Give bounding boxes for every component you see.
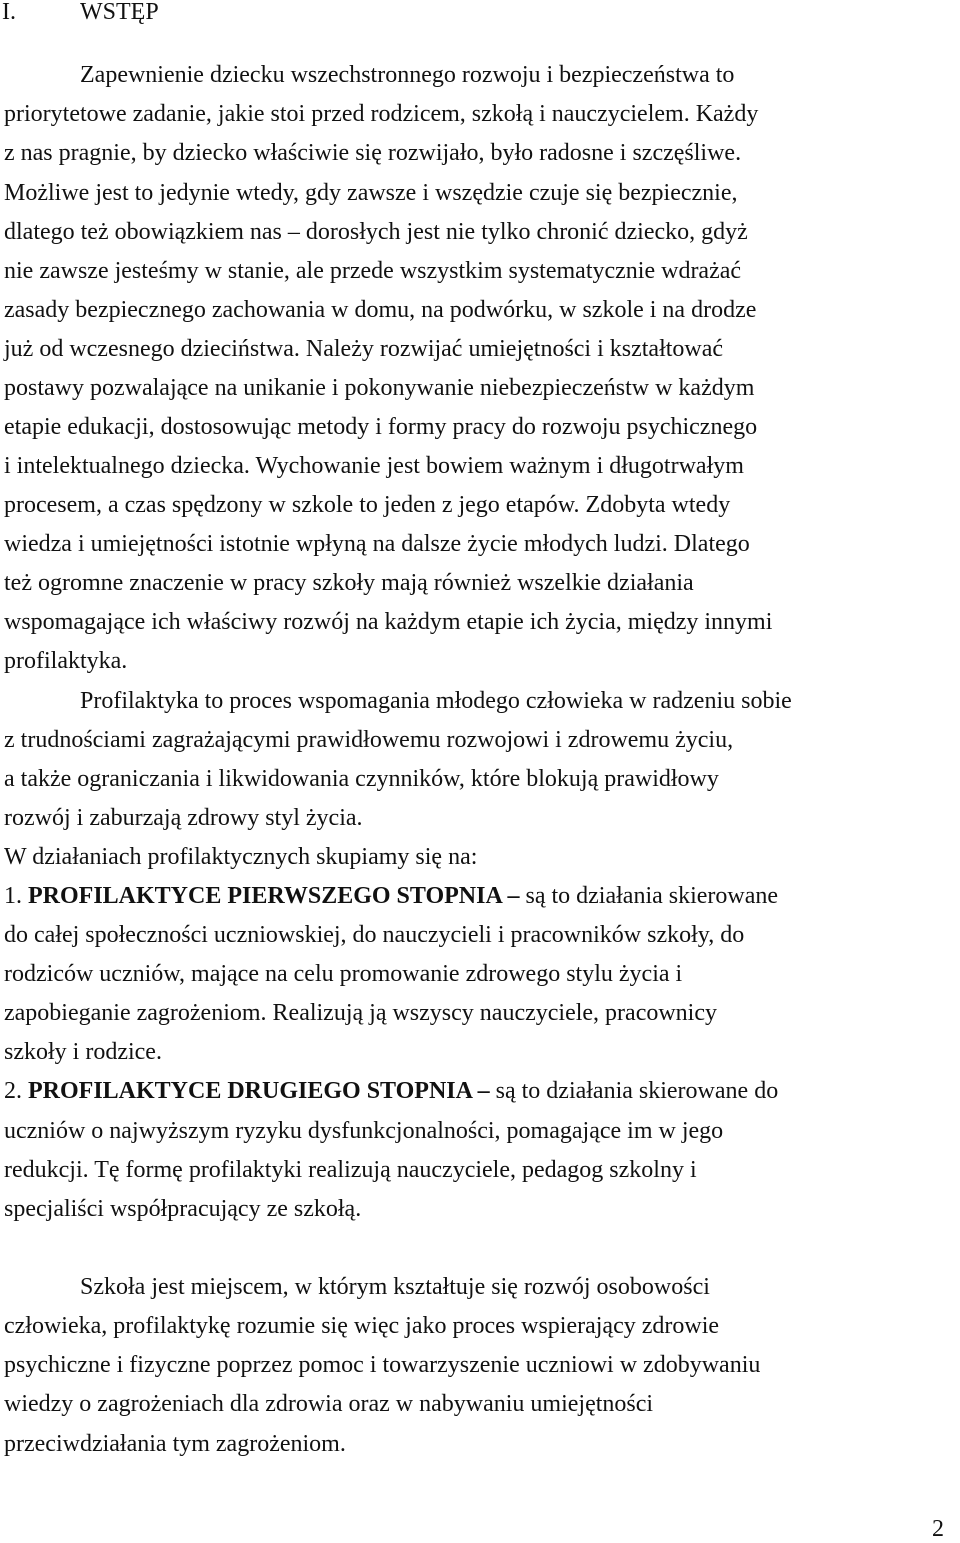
paragraph-line: z nas pragnie, by dziecko właściwie się rozwijało, było radosne i szczęśliwe. — [4, 140, 742, 166]
page-number: 2 — [932, 1516, 944, 1542]
paragraph-line: etapie edukacji, dostosowując metody i formy pracy do rozwoju psychicznego — [4, 414, 758, 440]
section-heading — [2, 0, 159, 26]
paragraph-line: Możliwe jest to jedynie wtedy, gdy zawsze i wszędzie czuje się bezpiecznie, — [4, 180, 738, 206]
section-number: I. — [2, 0, 16, 25]
list-item-second-degree — [4, 1077, 778, 1105]
paragraph-line: Profilaktyka to proces wspomagania młodego człowieka w radzeniu sobie — [80, 688, 792, 714]
paragraph-line: psychiczne i fizyczne poprzez pomoc i towarzyszenie uczniowi w zdobywaniu — [4, 1352, 761, 1378]
paragraph-line: dlatego też obowiązkiem nas – dorosłych jest nie tylko chronić dziecko, gdyż — [4, 219, 748, 245]
paragraph-line: Zapewnienie dziecku wszechstronnego rozwoju i bezpieczeństwa to — [80, 62, 735, 88]
paragraph-line: specjaliści współpracujący ze szkołą. — [4, 1196, 362, 1222]
paragraph-line: a także ograniczania i likwidowania czynników, które blokują prawidłowy — [4, 766, 719, 792]
paragraph-line: już od wczesnego dzieciństwa. Należy rozwijać umiejętności i kształtować — [4, 336, 724, 362]
paragraph-line: rozwój i zaburzają zdrowy styl życia. — [4, 805, 363, 831]
paragraph-line: wiedzy o zagrożeniach dla zdrowia oraz w nabywaniu umiejętności — [4, 1391, 654, 1417]
list-item-title: PROFILAKTYCE PIERWSZEGO STOPNIA – — [28, 883, 520, 909]
section-title: WSTĘP — [80, 0, 159, 25]
paragraph-line: profilaktyka. — [4, 648, 128, 674]
paragraph-line: priorytetowe zadanie, jakie stoi przed rodzicem, szkołą i nauczycielem. Każdy — [4, 101, 759, 127]
paragraph-line: i intelektualnego dziecka. Wychowanie jest bowiem ważnym i długotrwałym — [4, 453, 744, 479]
paragraph-line: wiedza i umiejętności istotnie wpłyną na dalsze życie młodych ludzi. Dlatego — [4, 531, 750, 557]
paragraph-line: też ogromne znaczenie w pracy szkoły mają również wszelkie działania — [4, 570, 694, 596]
list-item-text: są to działania skierowane — [525, 883, 779, 909]
paragraph-line: do całej społeczności uczniowskiej, do nauczycieli i pracowników szkoły, do — [4, 922, 745, 948]
paragraph-line: procesem, a czas spędzony w szkole to jeden z jego etapów. Zdobyta wtedy — [4, 492, 731, 518]
paragraph-line: redukcji. Tę formę profilaktyki realizują nauczyciele, pedagog szkolny i — [4, 1157, 697, 1183]
list-item-title: PROFILAKTYCE DRUGIEGO STOPNIA – — [28, 1078, 490, 1104]
paragraph-line: z trudnościami zagrażającymi prawidłowemu rozwojowi i zdrowemu życiu, — [4, 727, 734, 753]
paragraph-line: nie zawsze jesteśmy w stanie, ale przede wszystkim systematycznie wdrażać — [4, 258, 742, 284]
paragraph-line: postawy pozwalające na unikanie i pokonywanie niebezpieczeństw w każdym — [4, 375, 755, 401]
paragraph-line: Szkoła jest miejscem, w którym kształtuje się rozwój osobowości — [80, 1274, 710, 1300]
paragraph-line: zasady bezpiecznego zachowania w domu, na podwórku, w szkole i na drodze — [4, 297, 757, 323]
list-item-first-degree — [4, 882, 778, 910]
paragraph-line: człowieka, profilaktykę rozumie się więc jako proces wspierający zdrowie — [4, 1313, 720, 1339]
paragraph-line: W działaniach profilaktycznych skupiamy się na: — [4, 844, 478, 870]
paragraph-line: rodziców uczniów, mające na celu promowanie zdrowego stylu życia i — [4, 961, 683, 987]
paragraph-line: szkoły i rodzice. — [4, 1039, 162, 1065]
paragraph-line: wspomagające ich właściwy rozwój na każdym etapie ich życia, między innymi — [4, 609, 773, 635]
paragraph-line: uczniów o najwyższym ryzyku dysfunkcjonalności, pomagające im w jego — [4, 1118, 724, 1144]
paragraph-line: zapobieganie zagrożeniom. Realizują ją wszyscy nauczyciele, pracownicy — [4, 1000, 717, 1026]
list-item-number: 1. — [4, 883, 22, 909]
paragraph-line: przeciwdziałania tym zagrożeniom. — [4, 1431, 346, 1457]
list-item-text: są to działania skierowane do — [495, 1078, 779, 1104]
list-item-number: 2. — [4, 1078, 22, 1104]
